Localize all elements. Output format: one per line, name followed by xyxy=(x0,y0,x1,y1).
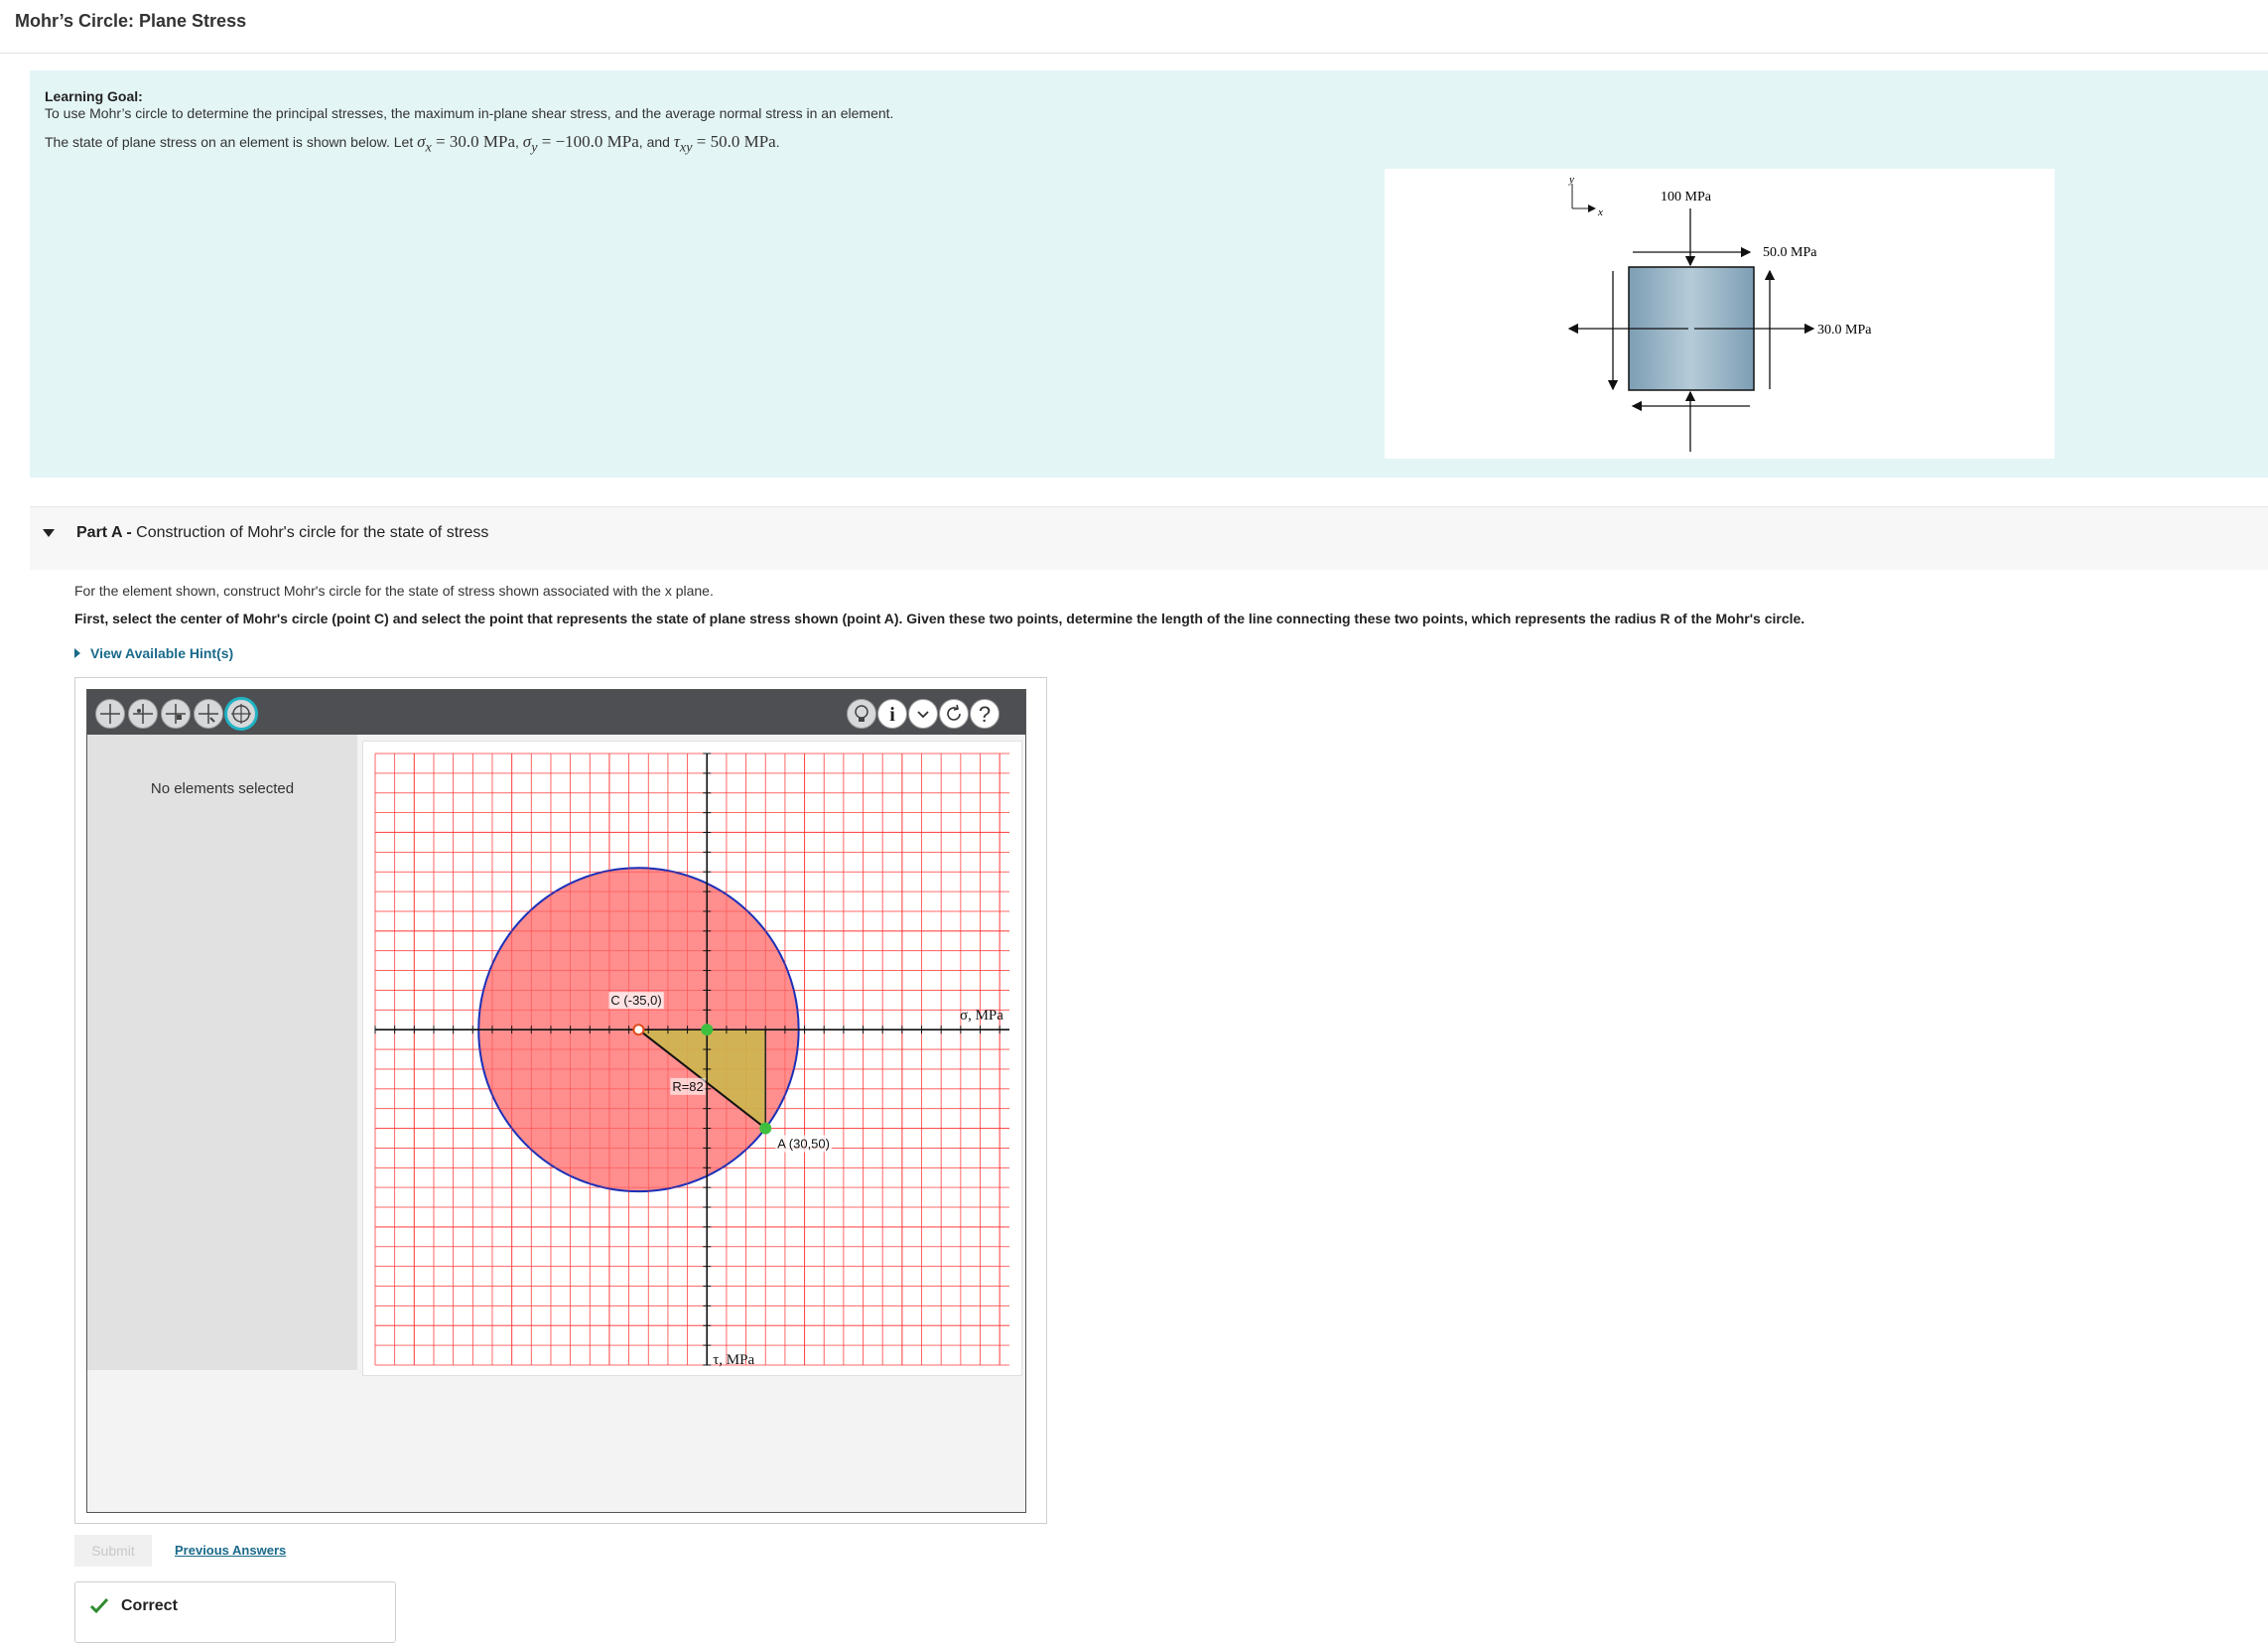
radius-label: R=82 xyxy=(672,1078,704,1094)
point-c-label: C (-35,0) xyxy=(610,993,662,1009)
mohr-circle-tool-button[interactable] xyxy=(224,697,258,731)
submit-button[interactable]: Submit xyxy=(74,1535,152,1567)
help-icon[interactable] xyxy=(970,699,1000,729)
drawing-toolbar xyxy=(87,690,1025,735)
title-divider xyxy=(0,53,2268,54)
view-hints-link[interactable] xyxy=(74,645,233,661)
stress-state-statement: The state of plane stress on an element is shown below. Let $\sigma_x = 30.0$ MPa, $\sigma_y = -100.0$ MPa, and $\tau_{xy} = 50.0$ MPa. xyxy=(45,132,780,156)
mohr-circle-svg[interactable] xyxy=(363,742,1021,1375)
point-c[interactable] xyxy=(633,1025,643,1034)
drawing-tool xyxy=(86,689,1026,1513)
sigma-y-value: −100.0 MPa xyxy=(555,132,639,151)
learning-goal-text: To use Mohr’s circle to determine the principal stresses, the maximum in-plane shear stress, and the average normal stress in an element. xyxy=(45,105,894,121)
label-30-mpa: 30.0 MPa xyxy=(1817,323,1872,338)
and-word: and xyxy=(646,134,670,150)
properties-panel xyxy=(87,735,357,1370)
sigma-axis-label: σ, MPa xyxy=(960,1008,1003,1025)
page-title: Mohr’s Circle: Plane Stress xyxy=(15,11,247,31)
info-glyph: i xyxy=(889,704,895,726)
chevron-down-icon[interactable] xyxy=(908,699,938,729)
check-icon xyxy=(89,1597,109,1615)
mohr-circle-graph[interactable] xyxy=(362,741,1022,1376)
hint-caret-icon xyxy=(74,648,80,658)
angle-tool-button[interactable] xyxy=(194,699,223,729)
part-a-title xyxy=(76,524,488,542)
learning-goal-panel xyxy=(30,70,2268,478)
circle-tool-button[interactable] xyxy=(161,699,191,729)
point-o[interactable] xyxy=(702,1025,712,1034)
no-elements-message: No elements selected xyxy=(150,780,295,797)
line-tool-button[interactable] xyxy=(128,699,158,729)
instruction-bold-text: First, select the center of Mohr's circle (point C) and select the point that represents the state of plane stress shown (point A). Given these two points, determine the length of the line connecting these two points, which represents the radius R of the Mohr's circle. xyxy=(74,611,1805,626)
axis-y-label: y xyxy=(1569,174,1574,186)
sigma-x-value: 30.0 MPa xyxy=(449,132,516,151)
axis-x-label: x xyxy=(1598,206,1603,218)
help-glyph: ? xyxy=(978,702,992,727)
drawing-tool-frame xyxy=(74,677,1047,1524)
hint-bulb-icon[interactable] xyxy=(847,699,876,729)
point-tool-button[interactable] xyxy=(95,699,125,729)
part-a-title-text: Construction of Mohr's circle for the state of stress xyxy=(136,524,489,541)
coordinate-axes-icon xyxy=(1568,174,1603,218)
tau-axis-label: τ, MPa xyxy=(713,1352,755,1368)
point-a-label: A (30,50) xyxy=(777,1136,830,1152)
info-icon[interactable] xyxy=(877,699,907,729)
stress-element-figure xyxy=(1385,169,2055,459)
learning-goal-heading: Learning Goal: xyxy=(45,88,143,104)
label-50-mpa: 50.0 MPa xyxy=(1763,245,1817,260)
collapse-caret-icon[interactable] xyxy=(43,529,55,537)
sigma-y-symbol: $\sigma_y$ = xyxy=(522,132,556,156)
part-a-header[interactable] xyxy=(30,506,2268,570)
tau-xy-value: 50.0 MPa xyxy=(710,132,776,151)
feedback-box xyxy=(74,1581,396,1643)
instruction-text: For the element shown, construct Mohr's circle for the state of stress shown associated with the x plane. xyxy=(74,583,714,599)
label-100-mpa: 100 MPa xyxy=(1661,190,1711,205)
feedback-text: Correct xyxy=(121,1597,178,1614)
previous-answers-link[interactable]: Previous Answers xyxy=(175,1543,287,1558)
point-a[interactable] xyxy=(760,1124,770,1134)
view-hints-label: View Available Hint(s) xyxy=(90,645,234,661)
sigma-x-symbol: $\sigma_x$ = xyxy=(417,132,450,156)
tau-xy-symbol: $\tau_{xy}$ = xyxy=(673,132,711,156)
part-a-label: Part A - xyxy=(76,524,132,541)
stress-statement-prefix: The state of plane stress on an element is shown below. Let xyxy=(45,134,414,150)
reset-icon[interactable] xyxy=(939,699,969,729)
